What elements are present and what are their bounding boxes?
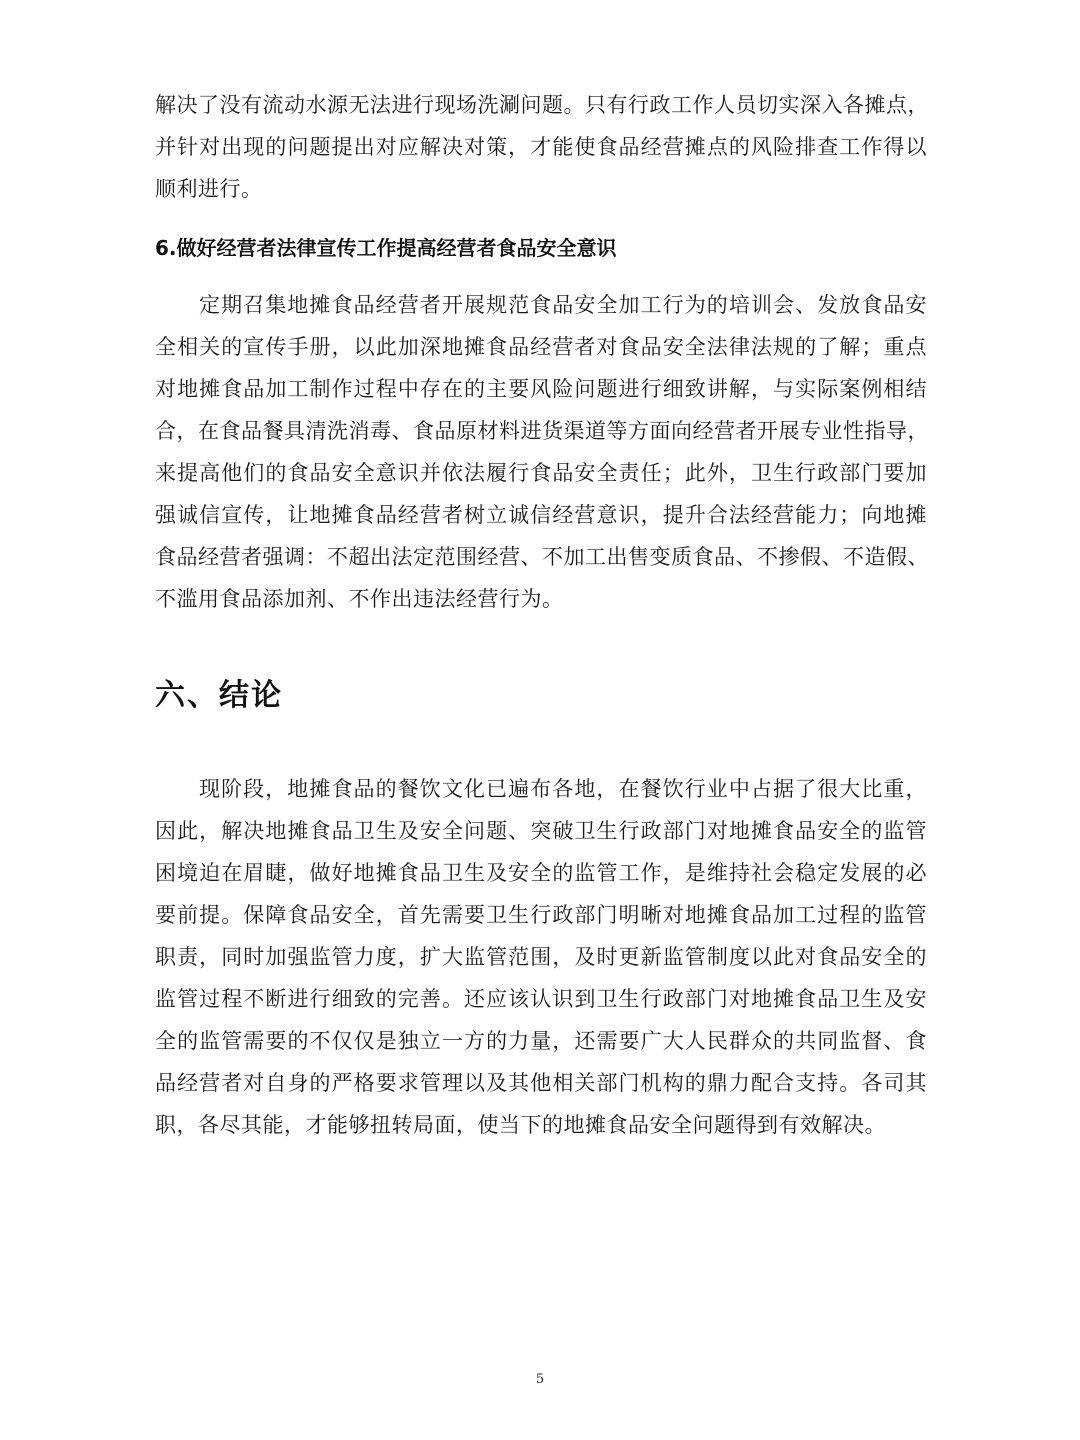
- paragraph-line: 顺利进行。: [155, 177, 263, 201]
- paragraph-legal-publicity: [155, 284, 927, 620]
- paragraph-line: 困境迫在眉睫，做好地摊食品卫生及安全的监管工作，是维持社会稳定发展的必: [155, 861, 927, 885]
- paragraph-line: 要前提。保障食品安全，首先需要卫生行政部门明晰对地摊食品加工过程的监管: [155, 903, 927, 927]
- paragraph-line: 解决了没有流动水源无法进行现场洗涮问题。只有行政工作人员切实深入各摊点，: [155, 93, 929, 117]
- paragraph-line: 全的监管需要的不仅仅是独立一方的力量，还需要广大人民群众的共同监督、食: [155, 1029, 927, 1053]
- subheading-legal-publicity: 6.做好经营者法律宣传工作提高经营者食品安全意识: [155, 236, 617, 260]
- paragraph-line: 全相关的宣传手册，以此加深地摊食品经营者对食品安全法律法规的了解；重点: [155, 335, 927, 359]
- paragraph-line: 合，在食品餐具清洗消毒、食品原材料进货渠道等方面向经营者开展专业性指导，: [155, 419, 929, 443]
- paragraph-line: 因此，解决地摊食品卫生及安全问题、突破卫生行政部门对地摊食品安全的监管: [155, 819, 927, 843]
- paragraph-line: 并针对出现的问题提出对应解决对策，才能使食品经营摊点的风险排查工作得以: [155, 135, 927, 159]
- paragraph-line: 品经营者对自身的严格要求管理以及其他相关部门机构的鼎力配合支持。各司其: [155, 1071, 927, 1095]
- paragraph-line: 来提高他们的食品安全意识并依法履行食品安全责任；此外，卫生行政部门要加: [155, 461, 927, 485]
- paragraph-risk-inspection: [155, 84, 927, 210]
- paragraph-conclusion: [155, 768, 927, 1146]
- section-heading-conclusion: 六、结论: [155, 678, 283, 713]
- paragraph-line: 对地摊食品加工制作过程中存在的主要风险问题进行细致讲解，与实际案例相结: [155, 377, 927, 401]
- paragraph-line: 监管过程不断进行细致的完善。还应该认识到卫生行政部门对地摊食品卫生及安: [155, 987, 927, 1011]
- paragraph-line: 不滥用食品添加剂、不作出违法经营行为。: [155, 587, 564, 611]
- paragraph-line: 食品经营者强调：不超出法定范围经营、不加工出售变质食品、不掺假、不造假、: [155, 545, 929, 569]
- page-number: 5: [535, 1372, 545, 1387]
- paragraph-line: 职，各尽其能，才能够扭转局面，使当下的地摊食品安全问题得到有效解决。: [155, 1113, 886, 1137]
- paragraph-line: 现阶段，地摊食品的餐饮文化已遍布各地，在餐饮行业中占据了很大比重，: [199, 777, 927, 801]
- paragraph-line: 强诚信宣传，让地摊食品经营者树立诚信经营意识，提升合法经营能力；向地摊: [155, 503, 927, 527]
- paragraph-line: 定期召集地摊食品经营者开展规范食品安全加工行为的培训会、发放食品安: [199, 293, 927, 317]
- paragraph-line: 职责，同时加强监管力度，扩大监管范围，及时更新监管制度以此对食品安全的: [155, 945, 927, 969]
